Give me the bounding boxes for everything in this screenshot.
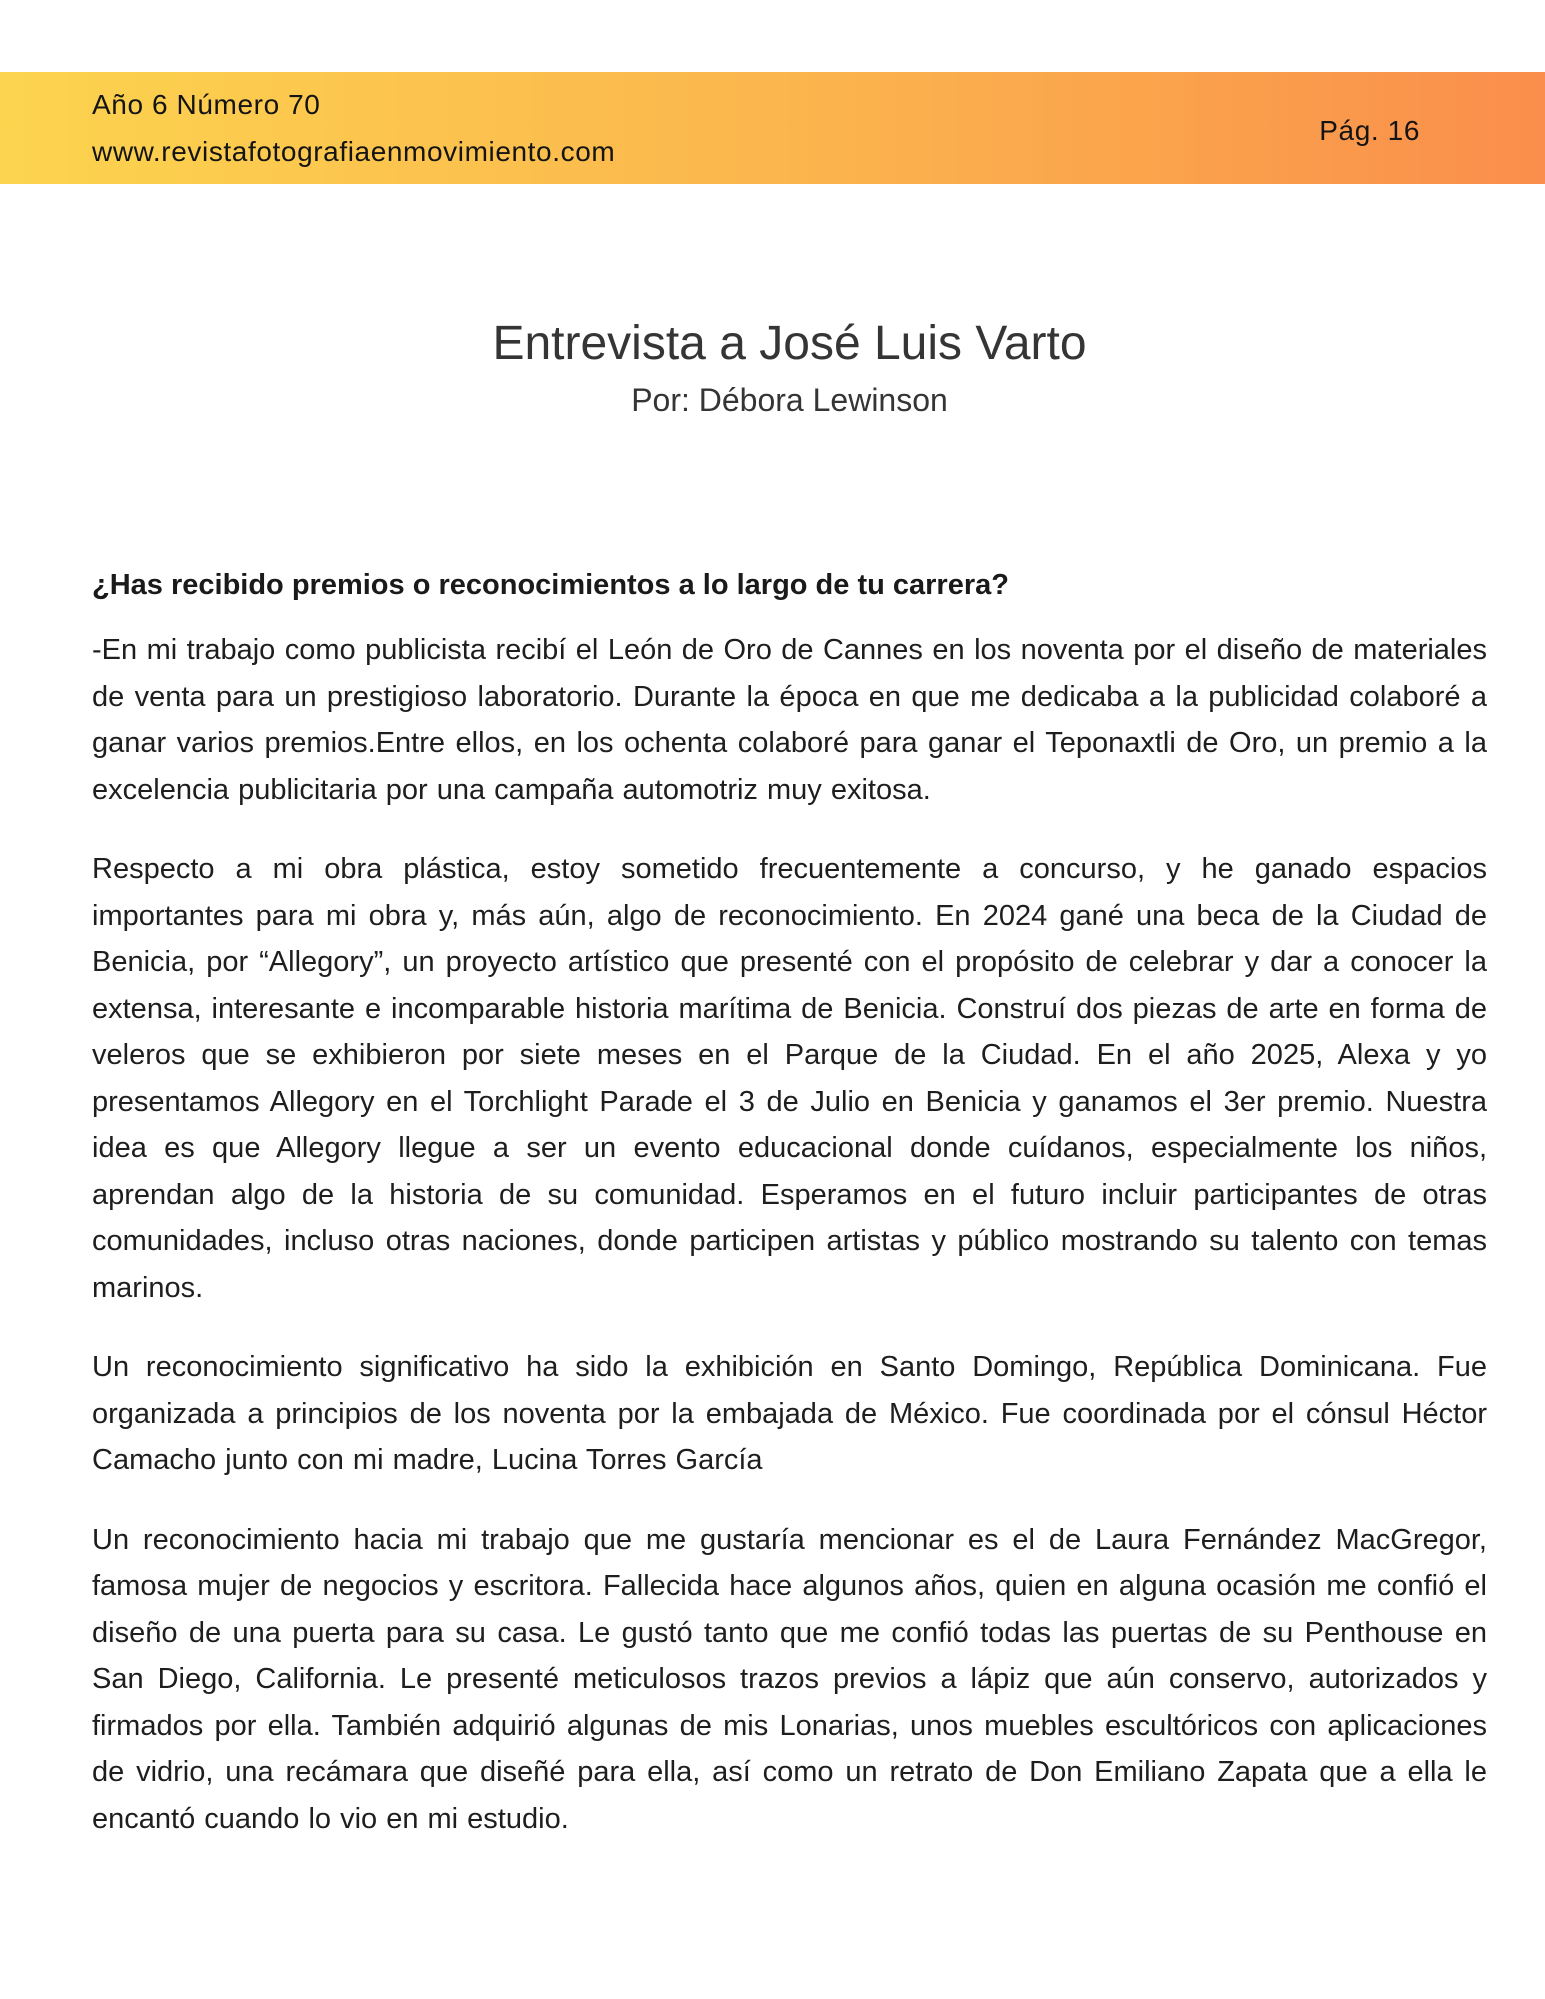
answer-paragraph: Respecto a mi obra plástica, estoy sometido frecuentemente a concurso, y he ganado espacios importantes para mi obra y, más aún, algo de reconocimiento. En 2024 gané una beca de la Ciudad de Benicia, por “Allegory”, un proyecto artístico que presenté con el propósito de celebrar y dar a conocer la extensa, interesante e incomparable historia marítima de Benicia. Construí dos piezas de arte en forma de veleros que se exhibieron por siete meses en el Parque de la Ciudad. En el año 2025, Alexa y yo presentamos Allegory en el Torchlight Parade el 3 de Julio en Benicia y ganamos el 3er premio. Nuestra idea es que Allegory llegue a ser un evento educacional donde cuídanos, especialmente los niños, aprendan algo de la historia de su comunidad. Esperamos en el futuro incluir participantes de otras comunidades, incluso otras naciones, donde participen artistas y público mostrando su talento con temas marinos. <box>92 853 1487 1304</box>
header-bar <box>0 72 1545 184</box>
answer-paragraph: Un reconocimiento significativo ha sido la exhibición en Santo Domingo, República Dominicana. Fue organizada a principios de los noventa por la embajada de México. Fue coordinada por el cónsul Héctor Camacho junto con mi madre, Lucina Torres García <box>92 1351 1487 1476</box>
article-title: Entrevista a José Luis Varto <box>492 317 1087 370</box>
answer-text-block <box>92 627 1487 1842</box>
page-number: Pág. 16 <box>1319 115 1420 146</box>
answer-paragraph: -En mi trabajo como publicista recibí el León de Oro de Cannes en los noventa por el diseño de materiales de venta para un prestigioso laboratorio. Durante la época en que me dedicaba a la publicidad colaboré a ganar varios premios.Entre ellos, en los ochenta colaboré para ganar el Teponaxtli de Oro, un premio a la excelencia publicitaria por una campaña automotriz muy exitosa. <box>92 634 1487 806</box>
edition-label: Año 6 Número 70 <box>92 89 321 121</box>
article-content <box>0 184 1545 1875</box>
answer-paragraph: Un reconocimiento hacia mi trabajo que me gustaría mencionar es el de Laura Fernández MacGregor, famosa mujer de negocios y escritora. Fallecida hace algunos años, quien en alguna ocasión me confió el diseño de una puerta para su casa. Le gustó tanto que me confió todas las puertas de su Penthouse en San Diego, California. Le presenté meticulosos trazos previos a lápiz que aún conservo, autorizados y firmados por ella. También adquirió algunas de mis Lonarias, unos muebles escultóricos con aplicaciones de vidrio, una recámara que diseñé para ella, así como un retrato de Don Emiliano Zapata que a ella le encantó cuando lo vio en mi estudio. <box>92 1523 1487 1835</box>
header-left-block <box>92 90 615 166</box>
website-url: www.revistafotografiaenmovimiento.com <box>92 135 616 167</box>
article-byline: Por: Débora Lewinson <box>631 382 948 418</box>
interview-question-heading: ¿Has recibido premios o reconocimientos a lo largo de tu carrera? <box>92 569 1009 601</box>
